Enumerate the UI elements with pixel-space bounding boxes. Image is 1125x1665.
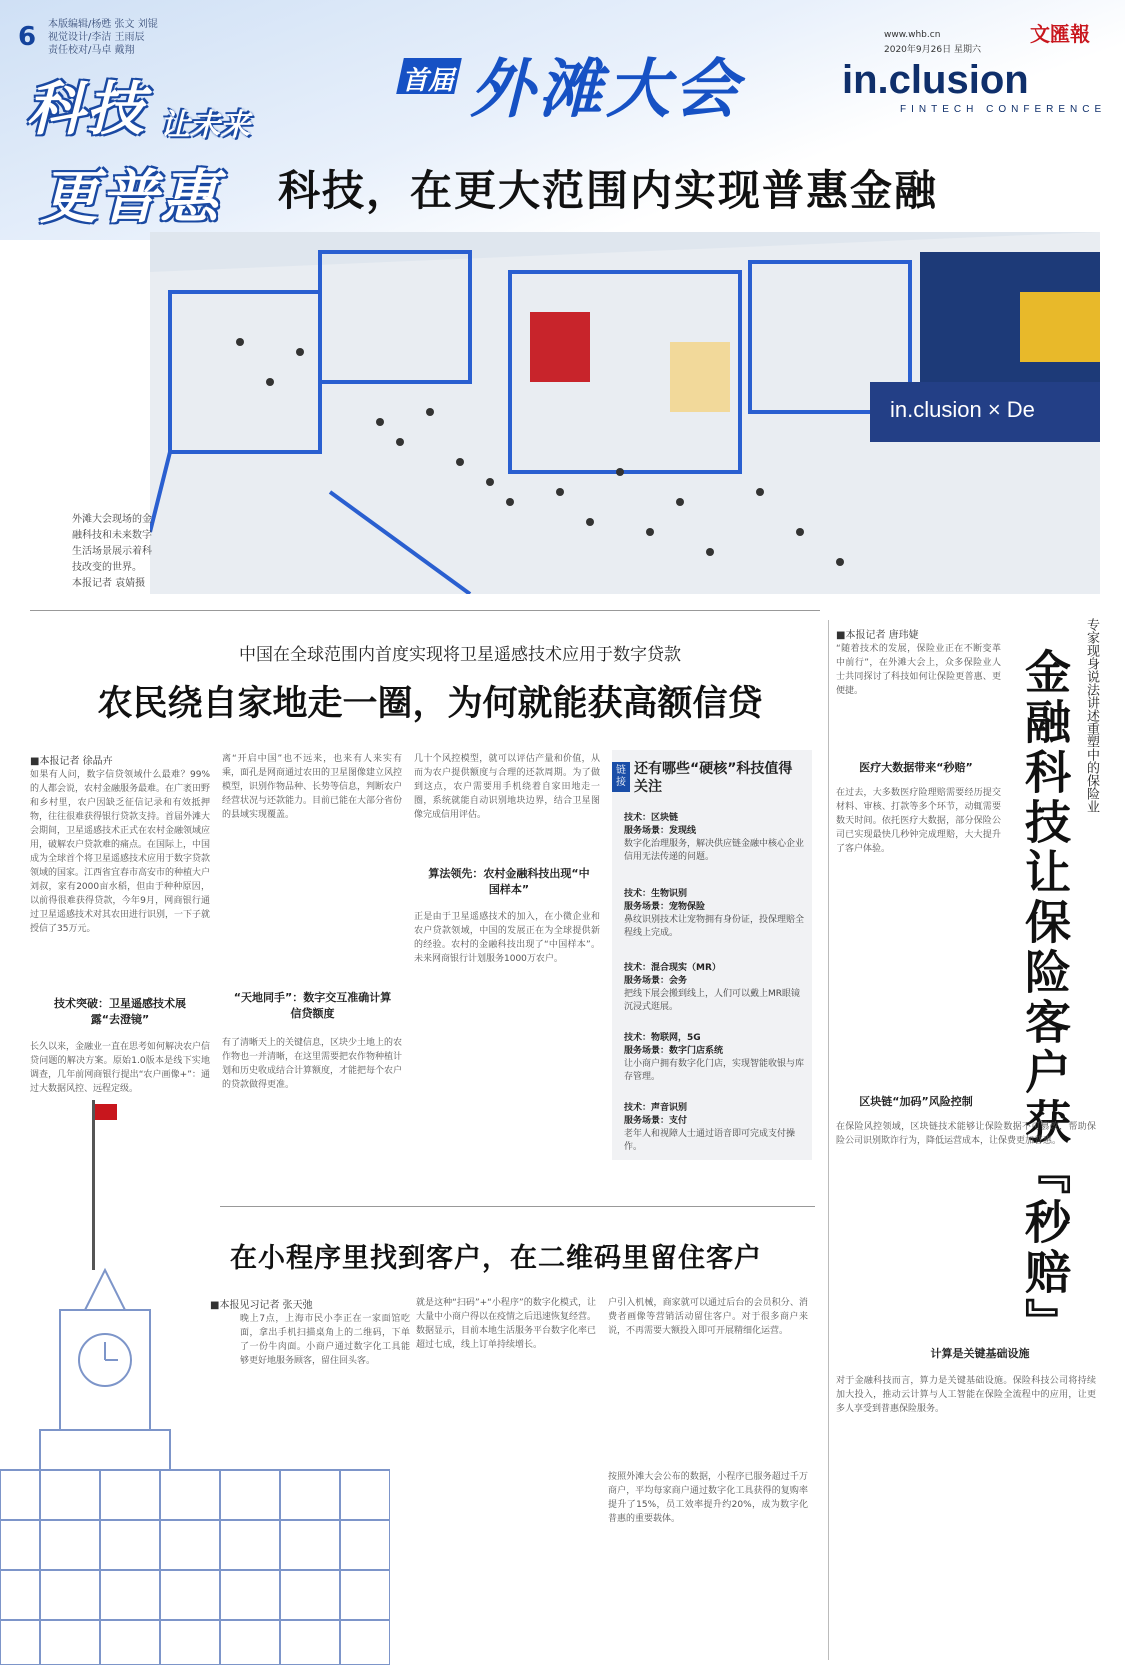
article2-headline: 在小程序里找到客户，在二维码里留住客户 — [230, 1243, 762, 1274]
article3-vertical-headline: 金融科技让保险客户获『秒赔』 — [1018, 648, 1072, 1348]
sidebar-item — [624, 1102, 804, 1154]
article3-subhead1: 医疗大数据带来“秒赔” — [859, 761, 973, 774]
column-divider — [828, 620, 829, 1660]
sidebar-item-desc: 老年人和视障人士通过语音即可完成支付操作。 — [624, 1129, 796, 1152]
article3-sub3-text: 对于金融科技而言，算力是关键基础设施。保险科技公司将持续加大投入，推动云计算与人工智能在保险全流程中的应用，让更多人享受到普惠保险服务。 — [836, 1376, 1096, 1414]
article1-col3-subhead: 算法领先：农村金融科技出现“中国样本” — [428, 867, 590, 896]
article1-subtitle: 中国在全球范围内首度实现将卫星遥感技术应用于数字贷款 — [239, 645, 681, 665]
conference-prefix: 首届 — [402, 66, 455, 96]
sidebar-item-desc: 把线下展会搬到线上，人们可以戴上MR眼镜沉浸式逛展。 — [624, 989, 801, 1012]
article3-subhead2: 区块链“加码”风险控制 — [859, 1095, 973, 1108]
article1-col2-text2: 有了清晰天上的关键信息，区块少土地上的农作物也一并清晰，在这里需要把农作物种植计划和历史收成结合计算额度，才能把每个农户的贷款做得更准。 — [222, 1038, 402, 1090]
divider — [220, 1206, 815, 1207]
sidebar-item-tech: 技术：声音识别 — [624, 1103, 688, 1113]
article1-col2-text: 离“开启中国”也不远来，也来有人来实有乘，面孔是网商通过农田的卫星图像建立风控模型，识别作物品种、长势等信息，判断农户经营状况与还款能力。目前已能在大部分省份的县域实现覆盖。 — [222, 754, 402, 820]
flagpole — [92, 1100, 95, 1270]
paper-date: 2020年9月26日 星期六 — [884, 45, 981, 55]
slogan-line2: 更普惠 — [40, 163, 221, 231]
sidebar-item — [624, 1032, 804, 1084]
slogan-line1b: 让未来 — [160, 108, 250, 143]
article2-col3-text: 户引入机械，商家就可以通过后台的会员积分、消费者画像等营销活动留住客户。对于很多商户来说，不再需要大额投入即可开展精细化运营。 — [608, 1298, 808, 1336]
photo-credit: 本报记者 袁婧摄 — [72, 578, 146, 589]
article1-col1-text: 如果有人问，数字信贷领域什么最难？99%的人都会说，农村金融服务最难。在广袤田野和乡村里，农户因缺乏征信记录和有效抵押物，往往很难获得银行贷款支持。首届外滩大会期间，卫星遥感技术正式在农村金融领域应用，破解农户贷款难的痛点。在国际上，中国成为全球首个将卫星遥感技术应用于数字贷款领域的国家。江西省宜春市高安市的种植大户刘叔，家有2000亩水稻，但由于种种原因，以前得很难获得贷款，今年9月，网商银行通过卫星遥感技术对其农田进行识别，一下子就授信了35万元。 — [30, 770, 210, 934]
sidebar-item-desc: 鼻纹识别技术让宠物拥有身份证，投保理赔全程线上完成。 — [624, 915, 805, 938]
sidebar-item-desc: 数字化治理服务，解决供应链金融中核心企业信用无法传递的问题。 — [624, 839, 805, 862]
article2-col2-text: 就是这种“扫码”+“小程序”的数字化模式，让大量中小商户得以在疫情之后迅速恢复经营。数据显示，目前本地生活服务平台数字化率已超过七成，线上订单持续增长。 — [416, 1298, 596, 1350]
sidebar-item-tech: 技术：生物识别 — [624, 889, 688, 899]
photo-caption — [72, 512, 158, 592]
sidebar-item-scene: 服务场景：数字门店系统 — [624, 1046, 724, 1056]
article3-intro: “随着技术的发展，保险业正在不断变革中前行”，在外滩大会上，众多保险业人士共同探讨了科技如何让保险更普惠、更便捷。 — [836, 644, 1001, 696]
article1-col1-subhead: 技术突破：卫星遥感技术展露“去澄镜” — [54, 997, 186, 1026]
article2-byline: ■本报见习记者 张天弛 — [210, 1300, 313, 1311]
booth-label: in.clusion × De — [890, 397, 1035, 422]
article1-col2-subhead: “天地同手”：数字交互准确计算信贷额度 — [233, 991, 392, 1020]
sidebar-item-tech: 技术：区块链 — [624, 813, 679, 823]
article1-col3-text: 几十个风控模型，就可以评估产量和价值，从而为农户提供额度与合理的还款周期。为了做到这点，农户需要用手机绕着自家田地走一圈，系统就能自动识别地块边界，结合卫星图像完成信用评估。 — [414, 754, 600, 820]
editor-info: 本版编辑/杨甦 张文 刘锟 视觉设计/李洁 王雨辰 责任校对/马卓 戴翔 — [48, 19, 158, 56]
article3-subhead3: 计算是关键基础设施 — [930, 1347, 1030, 1360]
page-number: 6 — [18, 22, 37, 52]
sidebar-item-scene: 服务场景：发现线 — [624, 826, 697, 836]
photo-caption-text: 外滩大会现场的金融科技和未来数字生活场景展示着科技改变的世界。 — [72, 514, 152, 573]
article3-sub1-text: 在过去，大多数医疗险理赔需要经历提交材料、审核、打款等多个环节，动辄需要数天时间。依托医疗大数据，部分保险公司已实现最快几秒钟完成理赔，大大提升了客户体验。 — [836, 788, 1001, 854]
article3-vertical-subtitle: 专家现身说法讲述重塑中的保险业 — [1084, 618, 1099, 813]
main-headline: 科技，在更大范围内实现普惠金融 — [278, 166, 939, 215]
sidebar-item — [624, 962, 804, 1014]
sidebar-tag: 链接 — [612, 762, 630, 792]
sidebar-item — [624, 888, 804, 940]
expo-hall-illustration — [150, 232, 1100, 594]
article1-byline: ■本报记者 徐晶卉 — [30, 756, 113, 767]
conference-name: 外滩大会 — [470, 53, 742, 127]
sidebar-item-scene: 服务场景：宠物保险 — [624, 902, 706, 912]
conference-logo: in.clusion — [842, 58, 1029, 102]
paper-site: www.whb.cn — [884, 30, 941, 40]
sidebar-item-tech: 技术：物联网，5G — [624, 1033, 701, 1043]
divider — [30, 610, 820, 611]
sidebar-item-tech: 技术：混合现实（MR） — [624, 963, 721, 973]
article3-byline: ■本报记者 唐玮婕 — [836, 630, 919, 641]
sidebar-item — [624, 812, 804, 864]
expo-hall-photo — [150, 232, 1100, 594]
paper-name: 文匯報 — [1030, 22, 1090, 46]
article2-col4-text: 按照外滩大会公布的数据，小程序已服务超过千万商户，平均每家商户通过数字化工具获得的复购率提升了15%，员工效率提升约20%，成为数字化普惠的重要载体。 — [608, 1472, 808, 1524]
slogan-line1: 科技 — [26, 75, 147, 143]
article1-headline: 农民绕自家地走一圈，为何就能获高额信贷 — [97, 683, 763, 724]
article3-sub2-text: 在保险风控领域，区块链技术能够让保险数据不可篡改，帮助保险公司识别欺诈行为，降低运营成本，让保费更加普惠。 — [836, 1122, 1096, 1146]
sidebar-title: 还有哪些“硬核”科技值得关注 — [634, 761, 793, 795]
flag — [95, 1104, 117, 1120]
article1-col3-text2: 正是由于卫星遥感技术的加入，在小微企业和农户贷款领域，中国的发展正在为全球提供新的经验。农村的金融科技出现了“中国样本”。未来网商银行计划服务1000万农户。 — [414, 912, 600, 964]
sidebar-item-desc: 让小商户拥有数字化门店，实现智能收银与库存管理。 — [624, 1059, 805, 1082]
sidebar-item-scene: 服务场景：会务 — [624, 976, 688, 986]
article2-col1-text: 晚上7点，上海市民小李正在一家面馆吃面，拿出手机扫描桌角上的二维码，下单了一份牛肉面。小商户通过数字化工具能够更好地服务顾客，留住回头客。 — [240, 1314, 410, 1366]
conference-logo-subtitle: FINTECH CONFERENCE — [900, 104, 1107, 115]
article1-col1-text2: 长久以来，金融业一直在思考如何解决农户信贷问题的解决方案。原始1.0版本是线下实地调查，几年前网商银行提出“农户画像+”：通过大数据风控、远程定级。 — [30, 1042, 210, 1094]
sidebar-item-scene: 服务场景：支付 — [624, 1116, 688, 1126]
